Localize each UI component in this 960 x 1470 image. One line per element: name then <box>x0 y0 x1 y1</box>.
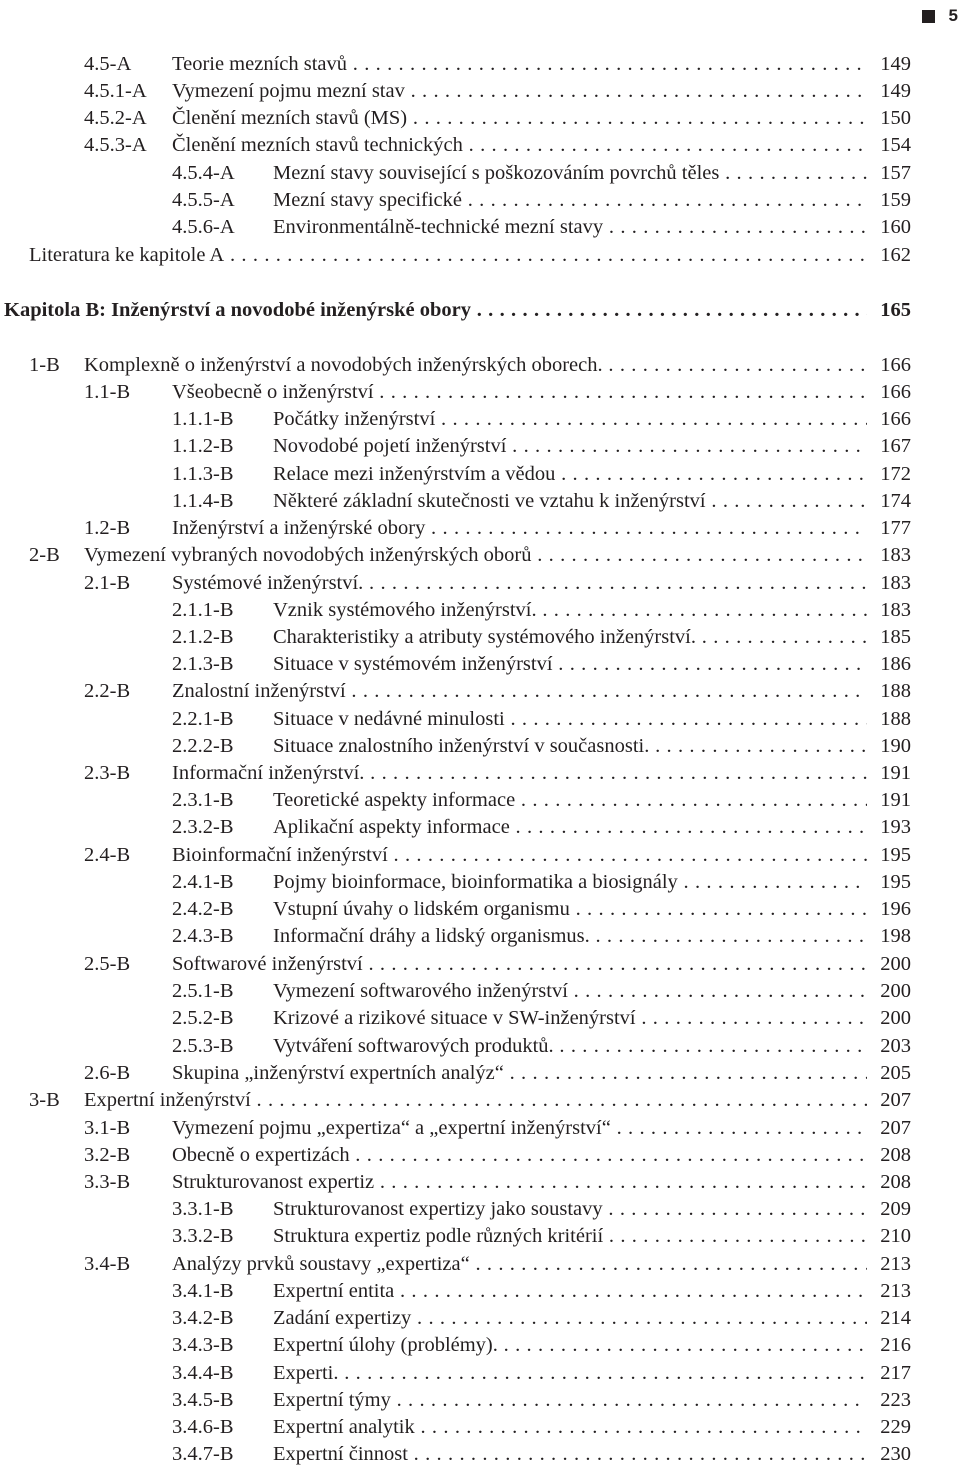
toc-entry[interactable] <box>0 105 960 132</box>
toc-entry-title: Expertní inženýrství . . . <box>84 1087 910 1114</box>
toc-entry-page: 213 <box>867 1278 911 1305</box>
toc-entry-number: 2.5.1-B <box>172 980 234 1002</box>
toc-entry[interactable] <box>0 1196 960 1223</box>
toc-entry-page: 223 <box>867 1387 911 1414</box>
toc-entry-number: 1.2-B <box>84 517 131 539</box>
toc-entry-title: Situace v systémovém inženýrství . . . <box>273 651 910 678</box>
toc-entry-page: 196 <box>867 896 911 923</box>
toc-entry-page: 160 <box>867 214 911 241</box>
toc-entry-number: 2.5.2-B <box>172 1007 234 1029</box>
toc-entry-number: 4.5.3-A <box>84 134 147 156</box>
toc-entry-title: Členění mezních stavů technických . . . <box>172 132 910 159</box>
toc-entry[interactable] <box>0 787 960 814</box>
toc-entry-number: 2.1-B <box>84 572 131 594</box>
toc-entry-title: Znalostní inženýrství . . . <box>172 678 910 705</box>
toc-entry-title: Expertní analytik . . . <box>273 1414 910 1441</box>
toc-entry-page: 165 <box>867 297 911 324</box>
toc-entry-number: 2.1.1-B <box>172 599 234 621</box>
toc-entry[interactable] <box>0 433 960 460</box>
toc-entry-title: Vymezení softwarového inženýrství . . . <box>273 978 910 1005</box>
toc-entry[interactable] <box>0 406 960 433</box>
toc-entry-number: 2.3.1-B <box>172 789 234 811</box>
toc-entry[interactable] <box>0 542 960 569</box>
toc-entry-page: 167 <box>867 433 911 460</box>
toc-entry-number: 4.5-A <box>84 53 132 75</box>
toc-entry-title: Expertní úlohy (problémy). . . . <box>273 1332 910 1359</box>
toc-entry[interactable] <box>0 733 960 760</box>
toc-entry[interactable] <box>0 51 960 78</box>
toc-entry[interactable] <box>0 624 960 651</box>
toc-entry[interactable] <box>0 1441 960 1468</box>
toc-entry-page: 200 <box>867 978 911 1005</box>
toc-entry-page: 172 <box>867 461 911 488</box>
toc-entry-page: 166 <box>867 406 911 433</box>
toc-entry[interactable] <box>0 814 960 841</box>
toc-entry-title: Systémové inženýrství. . . . <box>172 570 910 597</box>
toc-entry-number: 3.3.1-B <box>172 1198 234 1220</box>
toc-entry[interactable] <box>0 1115 960 1142</box>
toc-entry-page: 205 <box>867 1060 911 1087</box>
toc-entry-number: 1.1.4-B <box>172 490 234 512</box>
toc-entry-page: 209 <box>867 1196 911 1223</box>
toc-entry[interactable] <box>0 896 960 923</box>
toc-entry-title: Informační dráhy a lidský organismus. . . . <box>273 923 910 950</box>
toc-entry-page: 207 <box>867 1087 911 1114</box>
page-marker <box>922 6 958 26</box>
toc-entry-number: 2.6-B <box>84 1062 131 1084</box>
toc-entry[interactable] <box>0 187 960 214</box>
toc-entry-number: 2.1.2-B <box>172 626 234 648</box>
toc-entry-page: 183 <box>867 597 911 624</box>
toc-entry-title: Charakteristiky a atributy systémového inženýrství. . . . <box>273 624 910 651</box>
toc-entry-title: Všeobecně o inženýrství . . . <box>172 379 910 406</box>
toc-entry[interactable] <box>0 515 960 542</box>
toc-entry[interactable] <box>0 1169 960 1196</box>
toc-entry-title: Struktura expertiz podle různých kritérií . . . <box>273 1223 910 1250</box>
toc-entry-number: 3.4.4-B <box>172 1362 234 1384</box>
toc-entry-title: Počátky inženýrství . . . <box>273 406 910 433</box>
toc-entry-number: 1.1.2-B <box>172 435 234 457</box>
toc-entry[interactable] <box>0 597 960 624</box>
toc-entry-title: Skupina „inženýrství expertních analýz“ . . . <box>172 1060 910 1087</box>
toc-entry[interactable] <box>0 842 960 869</box>
toc-entry-number: 4.5.4-A <box>172 162 235 184</box>
toc-entry-title: Environmentálně-technické mezní stavy . . . <box>273 214 910 241</box>
toc-entry-number: 3.4.1-B <box>172 1280 234 1302</box>
toc-entry-title: Vymezení pojmu „expertiza“ a „expertní inženýrství“ . . . <box>172 1115 910 1142</box>
toc-entry-title: Inženýrství a inženýrské obory . . . <box>172 515 910 542</box>
toc-entry-page: 195 <box>867 842 911 869</box>
toc-entry-number: 2.3-B <box>84 762 131 784</box>
toc-entry-number: 2.3.2-B <box>172 816 234 838</box>
toc-entry-number: 2.5-B <box>84 953 131 975</box>
toc-entry-number: 2.4.2-B <box>172 898 234 920</box>
toc-entry-number: 3.1-B <box>84 1117 131 1139</box>
toc-entry-title: Některé základní skutečnosti ve vztahu k inženýrství . . . <box>273 488 910 515</box>
toc-entry-page: 216 <box>867 1332 911 1359</box>
toc-entry-number: 4.5.1-A <box>84 80 147 102</box>
toc-entry-title: Softwarové inženýrství . . . <box>172 951 910 978</box>
toc-entry[interactable] <box>0 1305 960 1332</box>
toc-entry-title: Situace v nedávné minulosti . . . <box>273 706 910 733</box>
toc-entry-title: Vznik systémového inženýrství. . . . <box>273 597 910 624</box>
toc-entry[interactable] <box>0 651 960 678</box>
toc-entry-title: Mezní stavy související s poškozováním povrchů těles . . . <box>273 160 910 187</box>
toc-entry-title: Pojmy bioinformace, bioinformatika a biosignály . . . <box>273 869 910 896</box>
square-bullet-icon <box>922 10 935 23</box>
toc-entry-page: 166 <box>867 379 911 406</box>
toc-entry-page: 185 <box>867 624 911 651</box>
toc-entry-page: 229 <box>867 1414 911 1441</box>
toc-entry-number: 2.4.3-B <box>172 925 234 947</box>
toc-entry[interactable] <box>0 78 960 105</box>
toc-entry-page: 213 <box>867 1251 911 1278</box>
toc-entry-title: Vytváření softwarových produktů. . . . <box>273 1033 910 1060</box>
toc-entry[interactable] <box>0 570 960 597</box>
toc-entry-page: 159 <box>867 187 911 214</box>
toc-entry-number: 3.2-B <box>84 1144 131 1166</box>
toc-entry-title: Experti. . . . <box>273 1360 910 1387</box>
toc-entry-number: 1-B <box>29 354 60 376</box>
toc-entry-page: 157 <box>867 160 911 187</box>
toc-entry-title: Relace mezi inženýrstvím a vědou . . . <box>273 461 910 488</box>
toc-entry-page: 208 <box>867 1142 911 1169</box>
toc-entry-number: 2.2.1-B <box>172 708 234 730</box>
toc-entry-title: Komplexně o inženýrství a novodobých inženýrských oborech. . . . <box>84 352 910 379</box>
toc-entry-page: 195 <box>867 869 911 896</box>
toc-entry-page: 193 <box>867 814 911 841</box>
toc-entry-title: Bioinformační inženýrství . . . <box>172 842 910 869</box>
toc-entry-number: 2.2.2-B <box>172 735 234 757</box>
toc-entry[interactable] <box>0 461 960 488</box>
toc-entry-number: 3.4.5-B <box>172 1389 234 1411</box>
toc-entry-number: 2.5.3-B <box>172 1035 234 1057</box>
toc-entry-page: 188 <box>867 706 911 733</box>
toc-entry-page: 208 <box>867 1169 911 1196</box>
toc-entry-page: 200 <box>867 1005 911 1032</box>
toc-entry-number: 4.5.2-A <box>84 107 147 129</box>
toc-entry-page: 207 <box>867 1115 911 1142</box>
toc-entry[interactable] <box>0 1005 960 1032</box>
toc-entry-page: 230 <box>867 1441 911 1468</box>
toc-entry-title: Vymezení vybraných novodobých inženýrských oborů . . . <box>84 542 910 569</box>
toc-entry-title: Expertní entita . . . <box>273 1278 910 1305</box>
toc-entry-page: 149 <box>867 51 911 78</box>
toc-entry-page: 149 <box>867 78 911 105</box>
toc-entry-page: 191 <box>867 787 911 814</box>
toc-entry-title: Zadání expertizy . . . <box>273 1305 910 1332</box>
toc-entry-title: Mezní stavy specifické . . . <box>273 187 910 214</box>
toc-entry-number: 2.4-B <box>84 844 131 866</box>
toc-entry-title: Novodobé pojetí inženýrství . . . <box>273 433 910 460</box>
toc-entry-number: 1.1.3-B <box>172 463 234 485</box>
toc-entry-number: 3.4-B <box>84 1253 131 1275</box>
toc-entry-page: 150 <box>867 105 911 132</box>
toc-entry-page: 203 <box>867 1033 911 1060</box>
toc-entry-number: 3.4.6-B <box>172 1416 234 1438</box>
toc-entry[interactable] <box>0 1087 960 1114</box>
toc-entry-page: 183 <box>867 542 911 569</box>
toc-entry-number: 3.4.3-B <box>172 1334 234 1356</box>
toc-entry[interactable] <box>0 1142 960 1169</box>
toc-entry-number: 3.4.2-B <box>172 1307 234 1329</box>
toc-entry[interactable] <box>0 869 960 896</box>
toc-entry[interactable] <box>0 1223 960 1250</box>
toc-entry-page: 177 <box>867 515 911 542</box>
toc-entry[interactable] <box>0 488 960 515</box>
toc-entry[interactable] <box>0 760 960 787</box>
toc-entry-number: 2.4.1-B <box>172 871 234 893</box>
toc-entry[interactable] <box>0 1360 960 1387</box>
toc-entry-title: Krizové a rizikové situace v SW-inženýrství . . . <box>273 1005 910 1032</box>
toc-entry-page: 166 <box>867 352 911 379</box>
toc-entry-page: 198 <box>867 923 911 950</box>
toc-entry[interactable] <box>0 214 960 241</box>
toc-entry[interactable] <box>0 160 960 187</box>
toc-entry[interactable] <box>0 951 960 978</box>
toc-entry-number: 3.3.2-B <box>172 1225 234 1247</box>
toc-entry[interactable] <box>0 132 960 159</box>
toc-entry-number: 1.1-B <box>84 381 131 403</box>
toc-entry[interactable] <box>0 1387 960 1414</box>
toc-entry-title: Členění mezních stavů (MS) . . . <box>172 105 910 132</box>
toc-entry[interactable] <box>0 1278 960 1305</box>
toc-entry[interactable] <box>0 923 960 950</box>
toc-entry[interactable] <box>0 678 960 705</box>
toc-entry-page: 190 <box>867 733 911 760</box>
toc-entry-page: 186 <box>867 651 911 678</box>
toc-entry[interactable] <box>0 242 960 269</box>
toc-entry-page: 174 <box>867 488 911 515</box>
toc-entry-title: Aplikační aspekty informace . . . <box>273 814 910 841</box>
toc-entry-title: Expertní činnost . . . <box>273 1441 910 1468</box>
toc-entry-page: 217 <box>867 1360 911 1387</box>
toc-entry-title: Vymezení pojmu mezní stav . . . <box>172 78 910 105</box>
toc-entry-number: 4.5.5-A <box>172 189 235 211</box>
toc-entry-title: Teorie mezních stavů . . . <box>172 51 910 78</box>
toc-entry[interactable] <box>0 1060 960 1087</box>
toc-entry-title: Vstupní úvahy o lidském organismu . . . <box>273 896 910 923</box>
toc-entry[interactable] <box>0 352 960 379</box>
toc-entry[interactable] <box>0 706 960 733</box>
toc-entry-page: 162 <box>867 242 911 269</box>
toc-entry-page: 200 <box>867 951 911 978</box>
toc-entry[interactable] <box>0 297 960 324</box>
toc-entry-number: 2-B <box>29 544 60 566</box>
toc-entry-title: Obecně o expertizách . . . <box>172 1142 910 1169</box>
toc-entry[interactable] <box>0 1251 960 1278</box>
toc-entry-number: 1.1.1-B <box>172 408 234 430</box>
toc-entry-title: Strukturovanost expertiz . . . <box>172 1169 910 1196</box>
toc-entry-number: 2.2-B <box>84 680 131 702</box>
toc-entry-page: 183 <box>867 570 911 597</box>
toc-entry-title: Expertní týmy . . . <box>273 1387 910 1414</box>
toc-entry-number: 4.5.6-A <box>172 216 235 238</box>
toc-entry-title: Teoretické aspekty informace . . . <box>273 787 910 814</box>
toc-entry-title: Situace znalostního inženýrství v současnosti. . . . <box>273 733 910 760</box>
toc-entry-title: Analýzy prvků soustavy „expertiza“ . . . <box>172 1251 910 1278</box>
toc-entry-title: Strukturovanost expertizy jako soustavy . . . <box>273 1196 910 1223</box>
toc-entry-number: 3.4.7-B <box>172 1443 234 1465</box>
toc-entry[interactable] <box>0 978 960 1005</box>
toc-entry-number: 3-B <box>29 1089 60 1111</box>
toc-entry-title: Literatura ke kapitole A . . . <box>29 242 910 269</box>
toc-entry-page: 191 <box>867 760 911 787</box>
toc-entry-page: 154 <box>867 132 911 159</box>
toc-entry-title: Informační inženýrství. . . . <box>172 760 910 787</box>
toc-entry-number: 3.3-B <box>84 1171 131 1193</box>
toc-entry[interactable] <box>0 1332 960 1359</box>
toc-entry[interactable] <box>0 1033 960 1060</box>
toc-entry[interactable] <box>0 1414 960 1441</box>
toc-entry[interactable] <box>0 379 960 406</box>
toc-entry-page: 214 <box>867 1305 911 1332</box>
toc-entry-page: 210 <box>867 1223 911 1250</box>
toc-entry-page: 188 <box>867 678 911 705</box>
toc-entry-number: 2.1.3-B <box>172 653 234 675</box>
toc-entry-title: Kapitola B: Inženýrství a novodobé inženýrské obory . . . <box>4 297 910 324</box>
page-number: 5 <box>948 6 958 25</box>
